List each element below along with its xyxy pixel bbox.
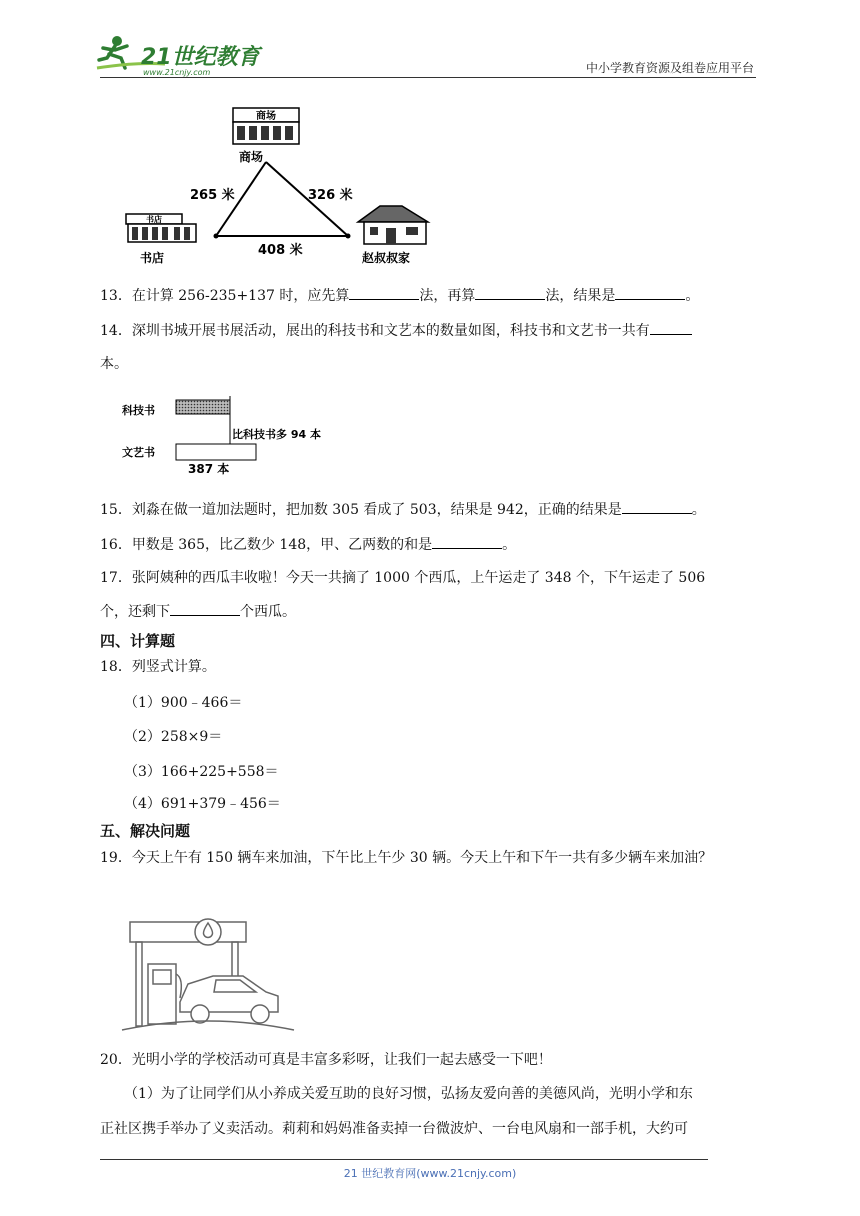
question-17-line1: 17．张阿姨种的西瓜丰收啦！今天一共摘了 1000 个西瓜，上午运走了 348 个，下午运走了 506 — [100, 570, 706, 586]
question-20-p2: 正社区携手举办了义卖活动。莉莉和妈妈准备卖掉一台微波炉、一台电风扇和一部手机，大约可 — [100, 1121, 688, 1137]
house-icon — [358, 206, 428, 244]
q14-blank[interactable] — [650, 320, 692, 335]
q13-blank-2[interactable] — [475, 285, 545, 300]
bar-figure — [118, 388, 348, 480]
header-platform-text: 中小学教育资源及组卷应用平台 — [585, 61, 754, 75]
edge-right-label: 326 米 — [308, 188, 353, 203]
logo-url: www.21cnjy.com — [143, 68, 211, 77]
bar-label-arts-text: 文艺书 — [122, 446, 155, 459]
mall-icon — [233, 108, 299, 144]
bookstore-icon — [126, 214, 196, 242]
question-15: 15．刘淼在做一道加法题时，把加数 305 看成了 503，结果是 942，正确的结果是 。 — [100, 499, 706, 520]
question-20-title: 20．光明小学的学校活动可真是丰富多彩呀，让我们一起去感受一下吧！ — [100, 1052, 552, 1068]
bar-annotation: 比科技书多 94 本 — [232, 428, 321, 441]
header-divider — [100, 77, 756, 78]
q13-blank-3[interactable] — [615, 285, 685, 300]
section-calculation-title: 四、计算题 — [100, 632, 176, 650]
bar-arts — [176, 444, 256, 460]
question-14-line1: 14．深圳书城开展书展活动，展出的科技书和文艺本的数量如图，科技书和文艺书一共有 — [100, 320, 692, 341]
edge-left-label: 265 米 — [190, 188, 235, 203]
footer-text: 21 世纪教育网(www.21cnjy.com) — [343, 1167, 517, 1180]
edge-bottom-label: 408 米 — [258, 243, 303, 258]
q17-blank[interactable] — [170, 601, 240, 616]
bar-science — [176, 400, 230, 414]
q18-item-4: （4）691+379﹣456＝ — [124, 796, 281, 812]
question-18-title: 18．列竖式计算。 — [100, 659, 216, 675]
bar-value-arts: 387 本 — [188, 462, 230, 476]
bookstore-label: 书店 — [140, 251, 165, 265]
section-problem-title: 五、解决问题 — [100, 822, 191, 840]
bar-label-science: 科技书 — [122, 404, 155, 417]
question-20-p1: （1）为了让同学们从小养成关爱互助的良好习惯，弘扬友爱向善的美德风尚，光明小学和东 — [124, 1086, 693, 1102]
bookstore-sign: 书店 — [146, 215, 162, 224]
logo — [95, 34, 265, 78]
mall-label: 商场 — [239, 150, 264, 164]
question-19: 19．今天上午有 150 辆车来加油，下午比上午少 30 辆。今天上午和下午一共有多少辆车来加油？ — [100, 850, 713, 866]
footer-divider — [100, 1159, 708, 1160]
q13-blank-1[interactable] — [349, 285, 419, 300]
q18-item-3: （3）166+225+558＝ — [124, 764, 279, 780]
fuel-pump-icon — [148, 964, 176, 1024]
house-label: 赵叔叔家 — [362, 251, 411, 265]
question-17-line2: 个，还剩下 个西瓜。 — [100, 601, 296, 622]
q16-blank[interactable] — [432, 534, 502, 549]
logo-title: 21世纪教育 — [141, 45, 260, 70]
q18-item-2: （2）258×9＝ — [124, 729, 223, 745]
q15-blank[interactable] — [622, 499, 692, 514]
question-16: 16．甲数是 365，比乙数少 148，甲、乙两数的和是 。 — [100, 534, 516, 555]
q18-item-1: （1）900﹣466＝ — [124, 695, 243, 711]
mall-sign: 商场 — [256, 111, 276, 122]
map-figure — [118, 104, 448, 268]
gas-station-illustration — [118, 912, 298, 1036]
question-13: 13．在计算 256-235+137 时，应先算 法，再算 法，结果是 。 — [100, 285, 699, 306]
question-14-line2: 本。 — [100, 356, 128, 372]
